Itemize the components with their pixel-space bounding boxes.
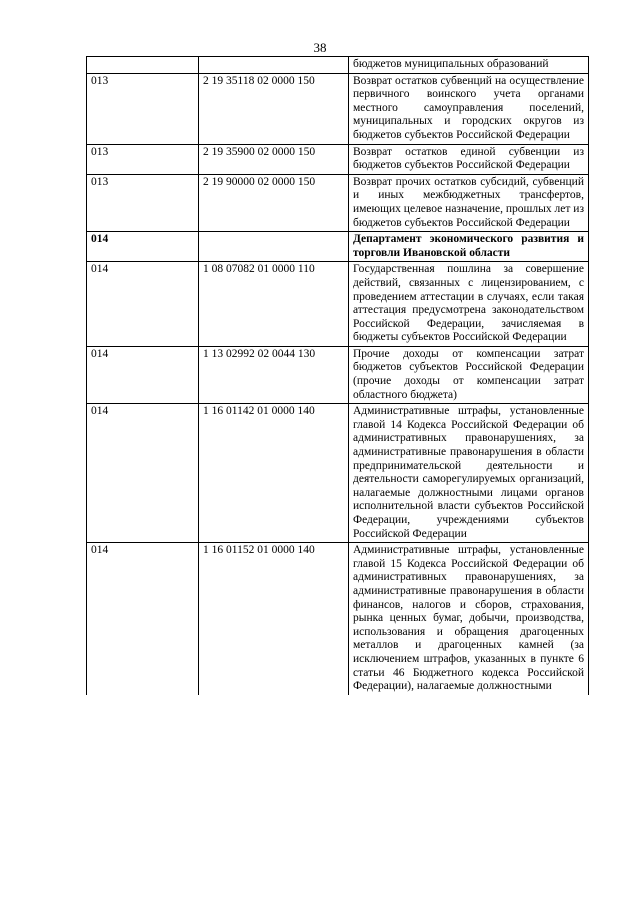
department-row [87,232,589,262]
kbk-code-cell: 2 19 90000 02 0000 150 [199,174,349,231]
admin-code-cell: 013 [87,144,199,174]
revenue-classification-table [86,56,589,695]
admin-code-cell: 014 [87,543,199,695]
description-cell: Возврат остатков единой субвенции из бюджетов субъектов Российской Федерации [349,144,589,174]
admin-code-cell: 013 [87,73,199,144]
admin-code-cell: 014 [87,262,199,347]
table-row [87,404,589,543]
description-cell: Прочие доходы от компенсации затрат бюджетов субъектов Российской Федерации (прочие доходы от компенсации затрат областного бюджета) [349,346,589,403]
table-row [87,144,589,174]
kbk-code-cell [199,232,349,262]
kbk-code-cell: 1 13 02992 02 0044 130 [199,346,349,403]
admin-code-cell: 014 [87,346,199,403]
table-row [87,73,589,144]
description-cell: Государственная пошлина за совершение действий, связанных с лицензированием, с проведением аттестации в случаях, если такая аттестация предусмотрена законодательством Российской Федерации, зачисляемая в бюджеты субъектов Российской Федерации [349,262,589,347]
table-body [87,57,589,695]
admin-code-cell [87,57,199,74]
kbk-code-cell: 1 16 01142 01 0000 140 [199,404,349,543]
kbk-code-cell: 2 19 35118 02 0000 150 [199,73,349,144]
description-cell: Возврат остатков субвенций на осуществление первичного воинского учета органами местного самоуправления поселений, муниципальных и городских округов из бюджетов субъектов Российской Федерации [349,73,589,144]
description-cell: Возврат прочих остатков субсидий, субвенций и иных межбюджетных трансфертов, имеющих целевое назначение, прошлых лет из бюджетов субъектов Российской Федерации [349,174,589,231]
admin-code-cell: 014 [87,404,199,543]
page-number: 38 [313,40,327,55]
description-cell: Административные штрафы, установленные главой 15 Кодекса Российской Федерации об административных правонарушениях, за административные правонарушения в области финансов, налогов и сборов, страхования, рынка ценных бумаг, добычи, производства, использования и обращения драгоценных металлов и драгоценных камней (за исключением штрафов, указанных в пункте 6 статьи 46 Бюджетного кодекса Российской Федерации), налагаемые должностными [349,543,589,695]
table-row [87,262,589,347]
kbk-code-cell: 2 19 35900 02 0000 150 [199,144,349,174]
description-cell: Административные штрафы, установленные главой 14 Кодекса Российской Федерации об административных правонарушениях, за административные правонарушения в области предпринимательской деятельности и деятельности саморегулируемых организаций, налагаемые должностными лицами органов исполнительной власти субъектов Российской Федерации, учреждениями субъектов Российской Федерации [349,404,589,543]
admin-code-cell: 013 [87,174,199,231]
description-cell: Департамент экономического развития и торговли Ивановской области [349,232,589,262]
table-row [87,174,589,231]
kbk-code-cell: 1 08 07082 01 0000 110 [199,262,349,347]
kbk-code-cell: 1 16 01152 01 0000 140 [199,543,349,695]
table-row [87,543,589,695]
description-cell: бюджетов муниципальных образований [349,57,589,74]
table-row [87,346,589,403]
admin-code-cell: 014 [87,232,199,262]
kbk-code-cell [199,57,349,74]
table-row [87,57,589,74]
